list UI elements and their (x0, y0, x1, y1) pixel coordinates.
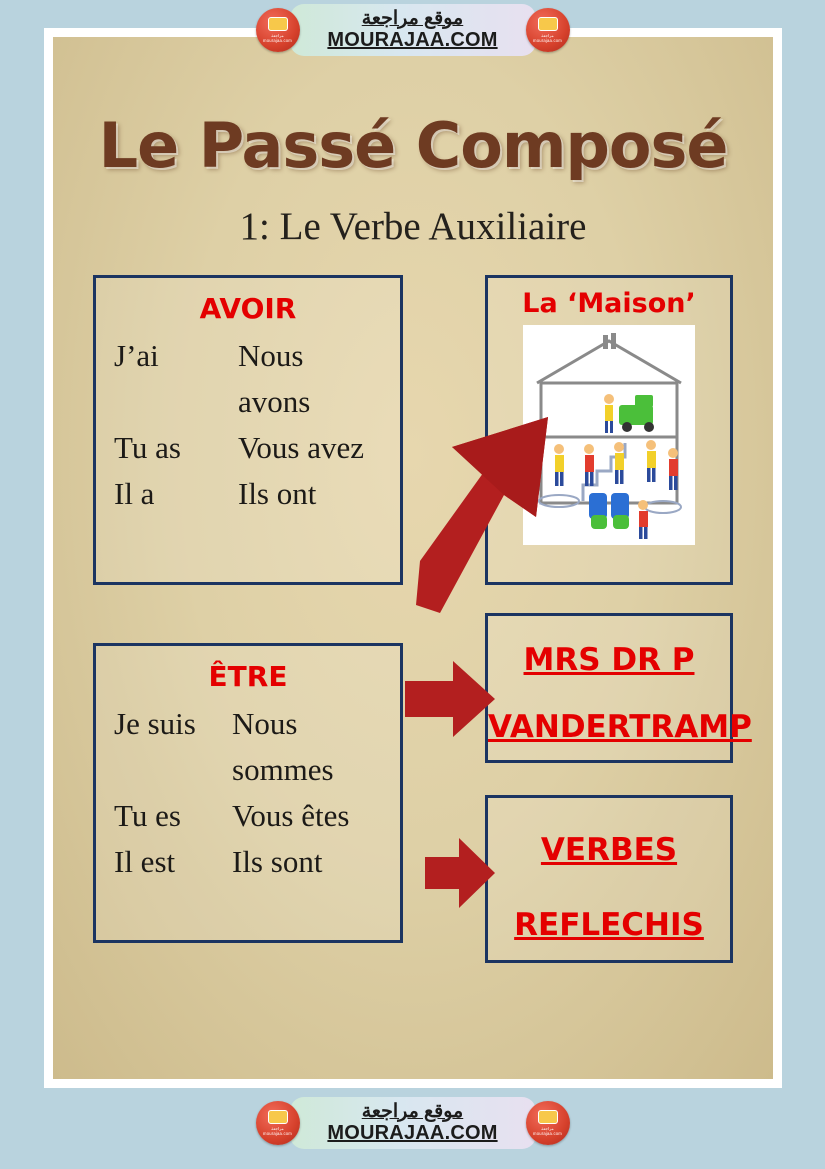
watermark-arabic-text: موقع مراجعة (361, 7, 464, 29)
logo-label: مراجعة mourajaa.com (533, 1125, 562, 1136)
mourajaa-logo-icon (526, 8, 570, 52)
table-row (114, 701, 382, 793)
mrsdrp-box (485, 613, 752, 763)
content-board (53, 275, 773, 975)
conjugation-cell: Je suis (114, 706, 196, 741)
watermark-bottom (0, 1095, 825, 1151)
mourajaa-logo-icon (256, 1101, 300, 1145)
poster-sheet (44, 28, 782, 1088)
watermark-top (0, 2, 825, 58)
logo-label: مراجعة mourajaa.com (263, 1125, 292, 1136)
arrow-avoir-to-maison (408, 365, 558, 620)
mourajaa-logo-icon (256, 8, 300, 52)
page-subtitle: 1: Le Verbe Auxiliaire (239, 205, 587, 248)
page-title: Le Passé Composé (98, 109, 728, 182)
conjugation-cell: Il est (114, 843, 176, 879)
conjugation-cell: Vous avez (238, 429, 364, 465)
arrow-etre-to-verbes (425, 835, 497, 916)
table-row (114, 333, 382, 425)
conjugation-cell: Ils sont (232, 843, 323, 879)
logo-label: مراجعة mourajaa.com (263, 32, 292, 43)
avoir-conjugation-table (96, 333, 400, 517)
mourajaa-logo-icon (526, 1101, 570, 1145)
watermark-url[interactable]: MOURAJAA.COM (327, 1122, 498, 1145)
table-row (114, 425, 382, 471)
avoir-heading: AVOIR (199, 292, 297, 325)
table-row (114, 839, 382, 885)
logo-badge-icon (268, 17, 288, 31)
mrsdrp-line2: VANDERTRAMP (488, 708, 752, 745)
conjugation-cell: Tu es (114, 797, 181, 833)
verbes-line1: VERBES (540, 832, 678, 868)
avoir-box (93, 275, 403, 585)
logo-badge-icon (268, 1110, 288, 1124)
etre-heading: ÊTRE (208, 660, 288, 693)
logo-badge-icon (538, 1110, 558, 1124)
conjugation-cell: J’ai (114, 338, 159, 373)
table-row (114, 793, 382, 839)
etre-box (93, 643, 403, 943)
mrsdrp-line1: MRS DR P (523, 642, 695, 678)
conjugation-cell: Nous sommes (232, 706, 334, 787)
conjugation-cell: Ils ont (238, 475, 317, 511)
maison-heading: La ‘Maison’ (522, 288, 696, 319)
verbes-line2: REFLECHIS (514, 906, 704, 943)
conjugation-cell: Il a (114, 475, 155, 511)
etre-conjugation-table (96, 701, 400, 885)
watermark-url[interactable]: MOURAJAA.COM (327, 29, 498, 52)
verbes-reflechis-box (485, 795, 733, 963)
watermark-arabic-text: موقع مراجعة (361, 1100, 464, 1122)
logo-label: مراجعة mourajaa.com (533, 32, 562, 43)
watermark-pill (290, 4, 536, 57)
arrow-etre-to-mrsdrp (405, 657, 497, 746)
conjugation-cell: Tu as (114, 429, 181, 465)
watermark-pill (290, 1097, 536, 1150)
conjugation-cell: Nous avons (238, 338, 311, 419)
table-row (114, 471, 382, 517)
conjugation-cell: Vous êtes (232, 797, 350, 833)
logo-badge-icon (538, 17, 558, 31)
